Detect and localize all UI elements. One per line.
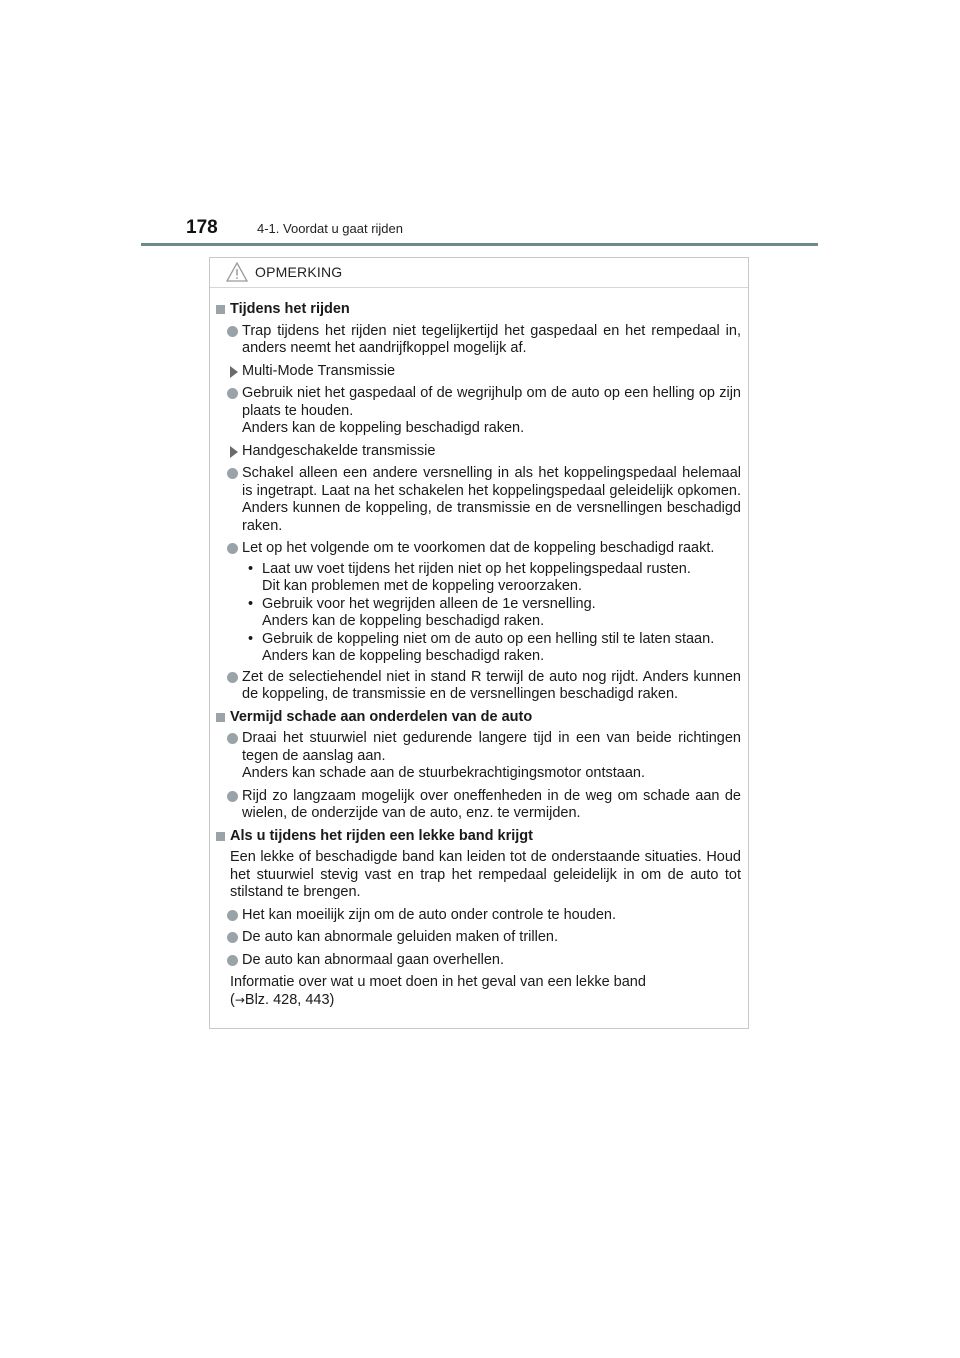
square-bullet-icon	[216, 713, 225, 722]
bullet-item: Trap tijdens het rijden niet tegelijkertijd het gaspedaal en het rempedaal in, anders neemt het aandrijfkoppel mogelijk af.	[216, 323, 741, 358]
header-rule	[141, 243, 818, 246]
sub-heading-multimode: Multi-Mode Transmissie	[216, 363, 741, 381]
dash-list	[216, 561, 741, 666]
bullet-item: Het kan moeilijk zijn om de auto onder controle te houden.	[216, 907, 741, 925]
paragraph: Een lekke of beschadigde band kan leiden tot de onderstaande situaties. Houd het stuurwiel stevig vast en trap het rempedaal geleidelijk in om de auto tot stilstand te brengen.	[230, 849, 741, 900]
round-bullet-icon	[227, 932, 238, 943]
bullet-item: Let op het volgende om te voorkomen dat de koppeling beschadigd raakt.	[216, 540, 741, 558]
notice-box	[209, 257, 749, 1029]
sub-heading-manual: Handgeschakelde transmissie	[216, 443, 741, 461]
square-bullet-icon	[216, 305, 225, 314]
bullet-item: Schakel alleen een andere versnelling in als het koppelingspedaal helemaal is ingetrapt. Laat na het schakelen het koppelingspedaal geleidelijk opkomen. Anders kunnen de koppeling, de transmissie en de versnellingen beschadigd raken.	[216, 465, 741, 535]
section-title: 4-1. Voordat u gaat rijden	[257, 221, 403, 236]
arrow-right-icon: →	[234, 992, 245, 1007]
round-bullet-icon	[227, 791, 238, 802]
triangle-arrow-icon	[230, 446, 238, 458]
list-item: • Laat uw voet tijdens het rijden niet op het koppelingspedaal rusten. Dit kan problemen met de koppeling veroorzaken.	[248, 560, 691, 594]
bullet-item: De auto kan abnormaal gaan overhellen.	[216, 952, 741, 970]
bullet-item: Rijd zo langzaam mogelijk over oneffenheden in de weg om schade aan de wielen, de onderzijde van de auto, enz. te vermijden.	[216, 788, 741, 823]
page-reference-link[interactable]: Blz. 428, 443)	[244, 991, 335, 1008]
heading-driving: Tijdens het rijden	[216, 301, 741, 319]
list-item: • Gebruik voor het wegrijden alleen de 1e versnelling. Anders kan de koppeling beschadigd raken.	[248, 595, 596, 629]
dash-bullet-icon: •	[248, 595, 254, 612]
dash-bullet-icon: •	[248, 630, 254, 647]
round-bullet-icon	[227, 733, 238, 744]
dash-bullet-icon: •	[248, 560, 254, 577]
notice-body	[210, 288, 748, 1009]
round-bullet-icon	[227, 910, 238, 921]
bullet-item: Draai het stuurwiel niet gedurende langere tijd in een van beide richtingen tegen de aanslag aan. Anders kan schade aan de stuurbekrachtigingsmotor ontstaan.	[216, 730, 741, 783]
paragraph-reference: Informatie over wat u moet doen in het geval van een lekke band (→Blz. 428, 443)	[230, 974, 646, 1008]
bullet-item: Gebruik niet het gaspedaal of de wegrijhulp om de auto op een helling op zijn plaats te houden. Anders kan de koppeling beschadigd raken.	[216, 385, 741, 438]
list-item: • Gebruik de koppeling niet om de auto op een helling stil te laten staan. Anders kan de koppeling beschadigd raken.	[248, 630, 715, 664]
round-bullet-icon	[227, 388, 238, 399]
round-bullet-icon	[227, 672, 238, 683]
round-bullet-icon	[227, 543, 238, 554]
notice-label: OPMERKING	[255, 264, 343, 280]
round-bullet-icon	[227, 468, 238, 479]
bullet-item: De auto kan abnormale geluiden maken of trillen.	[216, 929, 741, 947]
notice-header	[210, 258, 748, 288]
square-bullet-icon	[216, 832, 225, 841]
warning-triangle-icon	[226, 262, 248, 282]
bullet-item: Zet de selectiehendel niet in stand R terwijl de auto nog rijdt. Anders kunnen de koppeling, de transmissie en de versnellingen beschadigd raken.	[216, 669, 741, 704]
triangle-arrow-icon	[230, 366, 238, 378]
round-bullet-icon	[227, 955, 238, 966]
page-number: 178	[186, 217, 218, 238]
heading-flat-tire: Als u tijdens het rijden een lekke band krijgt	[216, 828, 741, 846]
heading-avoid-damage: Vermijd schade aan onderdelen van de auto	[216, 709, 741, 727]
round-bullet-icon	[227, 326, 238, 337]
